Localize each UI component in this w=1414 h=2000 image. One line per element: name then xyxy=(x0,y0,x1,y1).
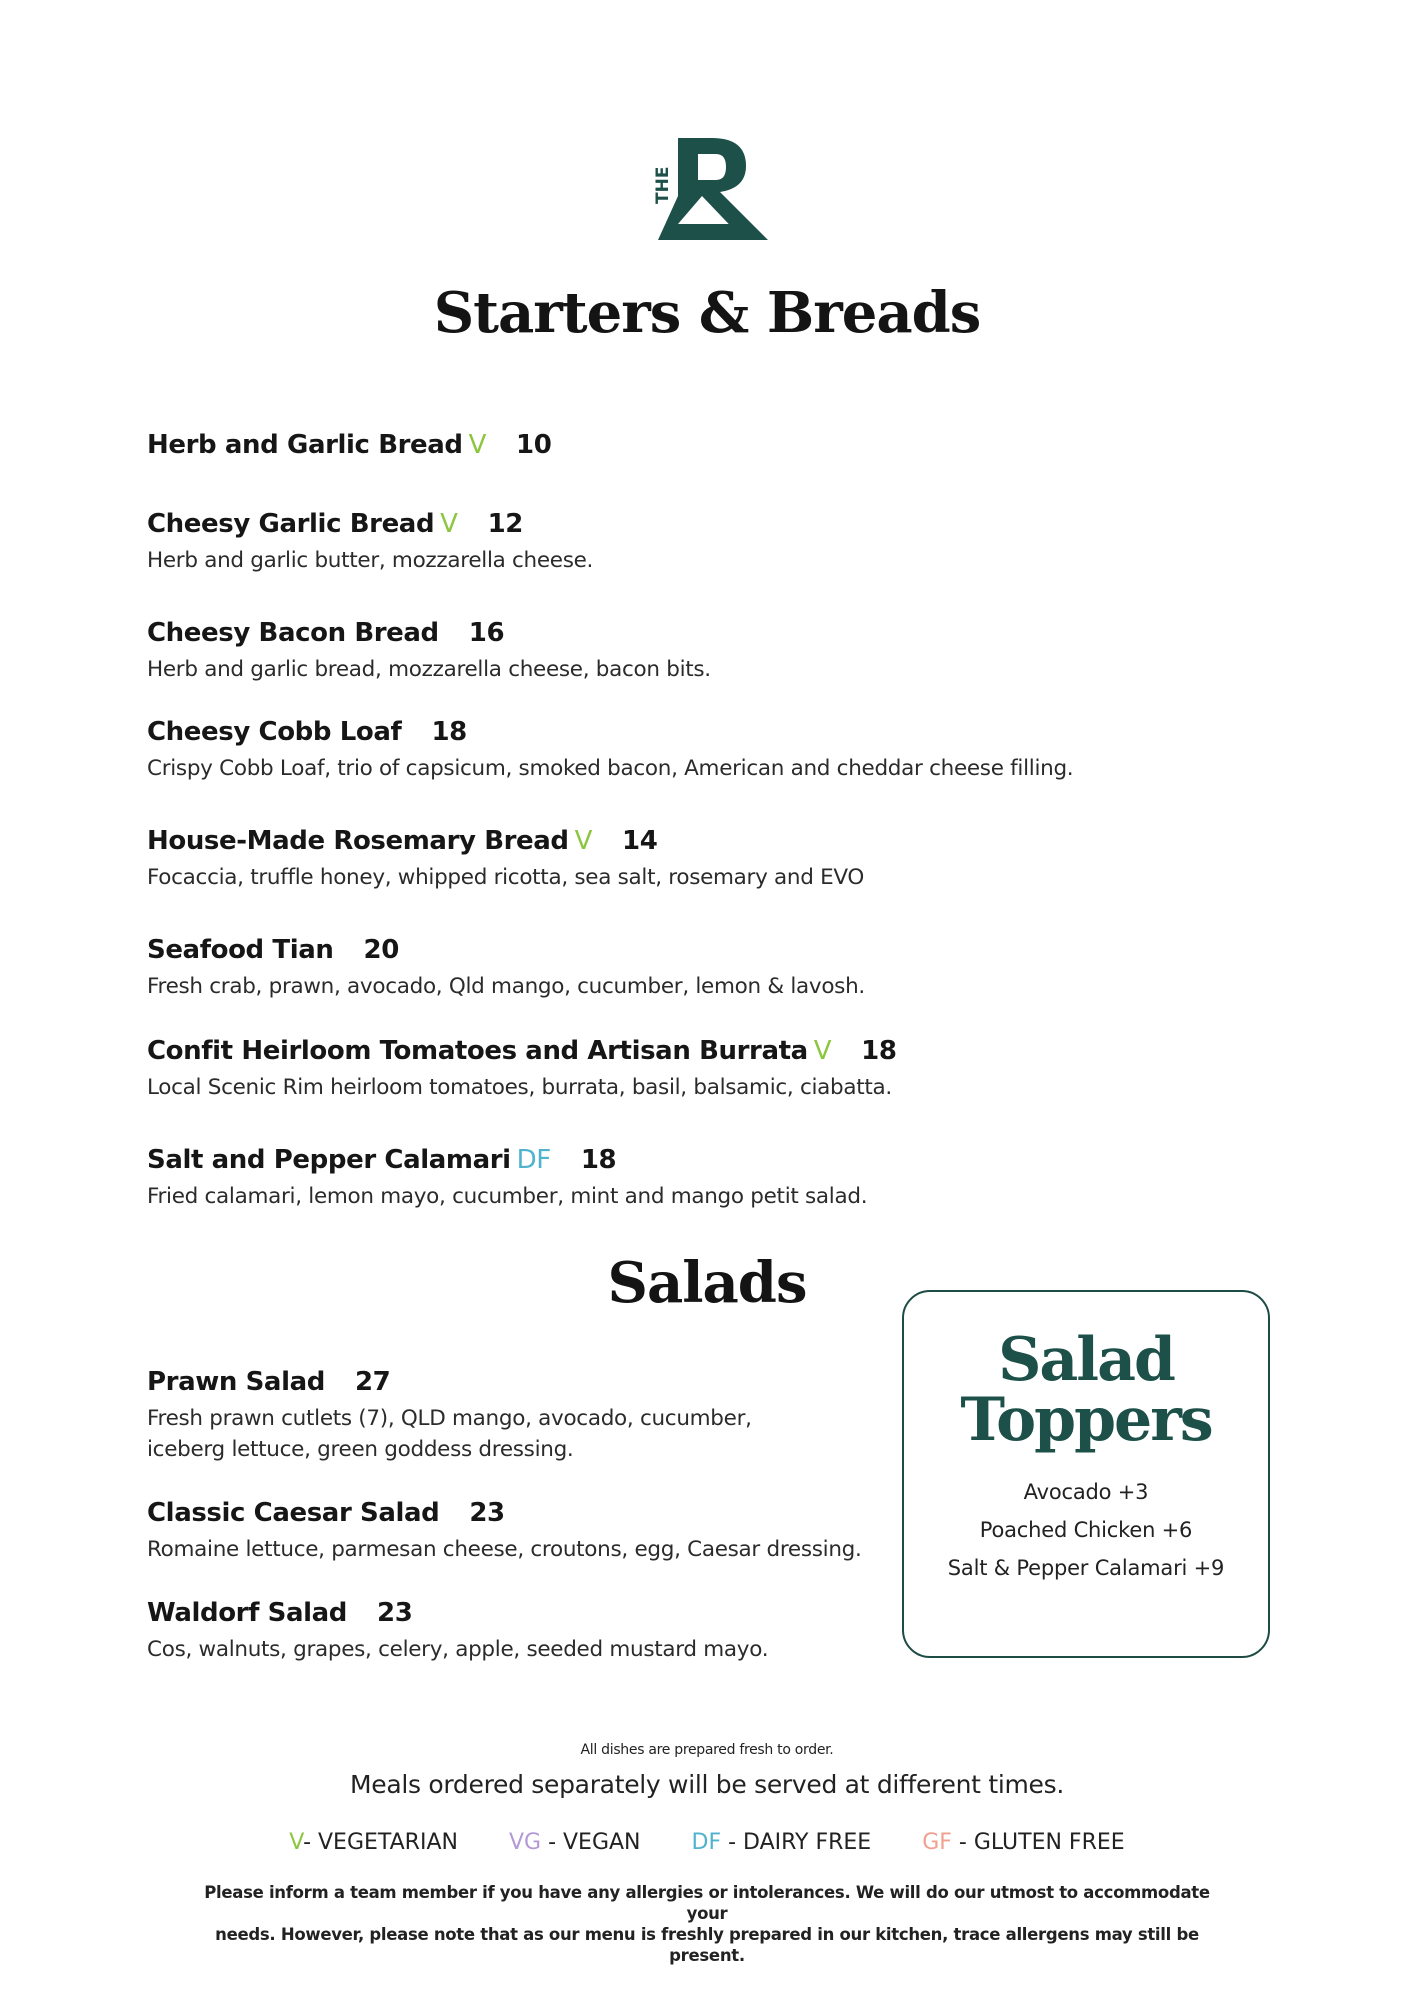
section-title-starters: Starters & Breads xyxy=(433,280,981,346)
item-description: iceberg lettuce, green goddess dressing. xyxy=(147,1437,574,1462)
item-name: Confit Heirloom Tomatoes and Artisan Burrata xyxy=(147,1036,808,1066)
item-description: Fried calamari, lemon mayo, cucumber, mint and mango petit salad. xyxy=(147,1184,868,1209)
served-times-note: Meals ordered separately will be served at different times. xyxy=(350,1770,1064,1799)
logo-the-text: THE xyxy=(653,166,673,204)
item-description: Herb and garlic butter, mozzarella cheese. xyxy=(147,548,594,573)
item-description: Romaine lettuce, parmesan cheese, croutons, egg, Caesar dressing. xyxy=(147,1537,862,1562)
diet-tag: DF xyxy=(516,1145,551,1175)
diet-tag: V xyxy=(468,430,487,460)
allergy-notice: Please inform a team member if you have any allergies or intolerances. We will do our utmost to accommodate your needs. However, please note that as our menu is freshly prepared in our kitchen, trace allergens may still be present. xyxy=(204,1883,1210,1965)
item-name: Seafood Tian xyxy=(147,935,334,965)
item-name: Classic Caesar Salad xyxy=(147,1498,440,1528)
legend-vegan: VG - VEGAN xyxy=(508,1830,641,1855)
menu-item xyxy=(147,509,593,576)
item-description: Fresh crab, prawn, avocado, Qld mango, cucumber, lemon & lavosh. xyxy=(147,974,865,999)
item-price: 27 xyxy=(354,1367,391,1397)
menu-item xyxy=(147,1036,897,1103)
item-name: Cheesy Bacon Bread xyxy=(147,618,439,648)
item-description: Focaccia, truffle honey, whipped ricotta, sea salt, rosemary and EVO xyxy=(147,865,865,890)
dietary-legend xyxy=(0,1830,1414,1855)
salad-toppers-box xyxy=(902,1290,1270,1658)
item-price: 18 xyxy=(861,1036,897,1066)
diet-tag: V xyxy=(574,826,593,856)
item-price: 10 xyxy=(516,430,552,460)
legend-gluten-free: GF - GLUTEN FREE xyxy=(922,1830,1125,1855)
topper-item: Poached Chicken +6 xyxy=(979,1518,1193,1542)
item-price: 20 xyxy=(363,935,399,965)
item-name: Herb and Garlic Bread xyxy=(147,430,463,460)
topper-item: Salt & Pepper Calamari +9 xyxy=(947,1556,1225,1580)
menu-item xyxy=(147,717,1073,784)
topper-item: Avocado +3 xyxy=(1023,1480,1149,1504)
legend-vegetarian: V- VEGETARIAN xyxy=(289,1830,458,1855)
item-price: 18 xyxy=(431,717,467,747)
section-title-salads: Salads xyxy=(607,1250,807,1316)
legend-dairy-free: DF - DAIRY FREE xyxy=(691,1830,872,1855)
item-price: 18 xyxy=(580,1145,617,1175)
item-price: 16 xyxy=(468,618,505,648)
salad-toppers-title: Salad Toppers xyxy=(960,1325,1212,1455)
item-description: Fresh prawn cutlets (7), QLD mango, avocado, cucumber, xyxy=(147,1406,752,1431)
menu-item xyxy=(147,826,864,893)
menu-item xyxy=(147,1598,768,1665)
item-description: Local Scenic Rim heirloom tomatoes, burrata, basil, balsamic, ciabatta. xyxy=(147,1075,892,1100)
menu-item xyxy=(147,1367,752,1465)
item-price: 23 xyxy=(469,1498,505,1528)
item-description: Crispy Cobb Loaf, trio of capsicum, smoked bacon, American and cheddar cheese filling. xyxy=(147,756,1074,781)
menu-item xyxy=(147,935,865,1002)
item-description: Cos, walnuts, grapes, celery, apple, seeded mustard mayo. xyxy=(147,1637,769,1662)
item-name: Cheesy Garlic Bread xyxy=(147,509,435,539)
item-price: 23 xyxy=(377,1598,413,1628)
item-name: Cheesy Cobb Loaf xyxy=(147,717,402,747)
diet-tag: V xyxy=(440,509,458,539)
menu-item xyxy=(147,1145,867,1212)
fresh-note: All dishes are prepared fresh to order. xyxy=(580,1742,834,1758)
item-price: 12 xyxy=(487,509,523,539)
item-name: House-Made Rosemary Bread xyxy=(147,826,569,856)
item-name: Salt and Pepper Calamari xyxy=(147,1145,511,1175)
item-name: Prawn Salad xyxy=(147,1367,325,1397)
the-r-logo xyxy=(650,134,776,242)
menu-item xyxy=(147,618,711,685)
item-name: Waldorf Salad xyxy=(147,1598,348,1628)
diet-tag: V xyxy=(813,1036,832,1066)
menu-item xyxy=(147,1498,862,1565)
item-description: Herb and garlic bread, mozzarella cheese, bacon bits. xyxy=(147,657,711,682)
menu-item xyxy=(147,430,551,460)
item-price: 14 xyxy=(622,826,658,856)
